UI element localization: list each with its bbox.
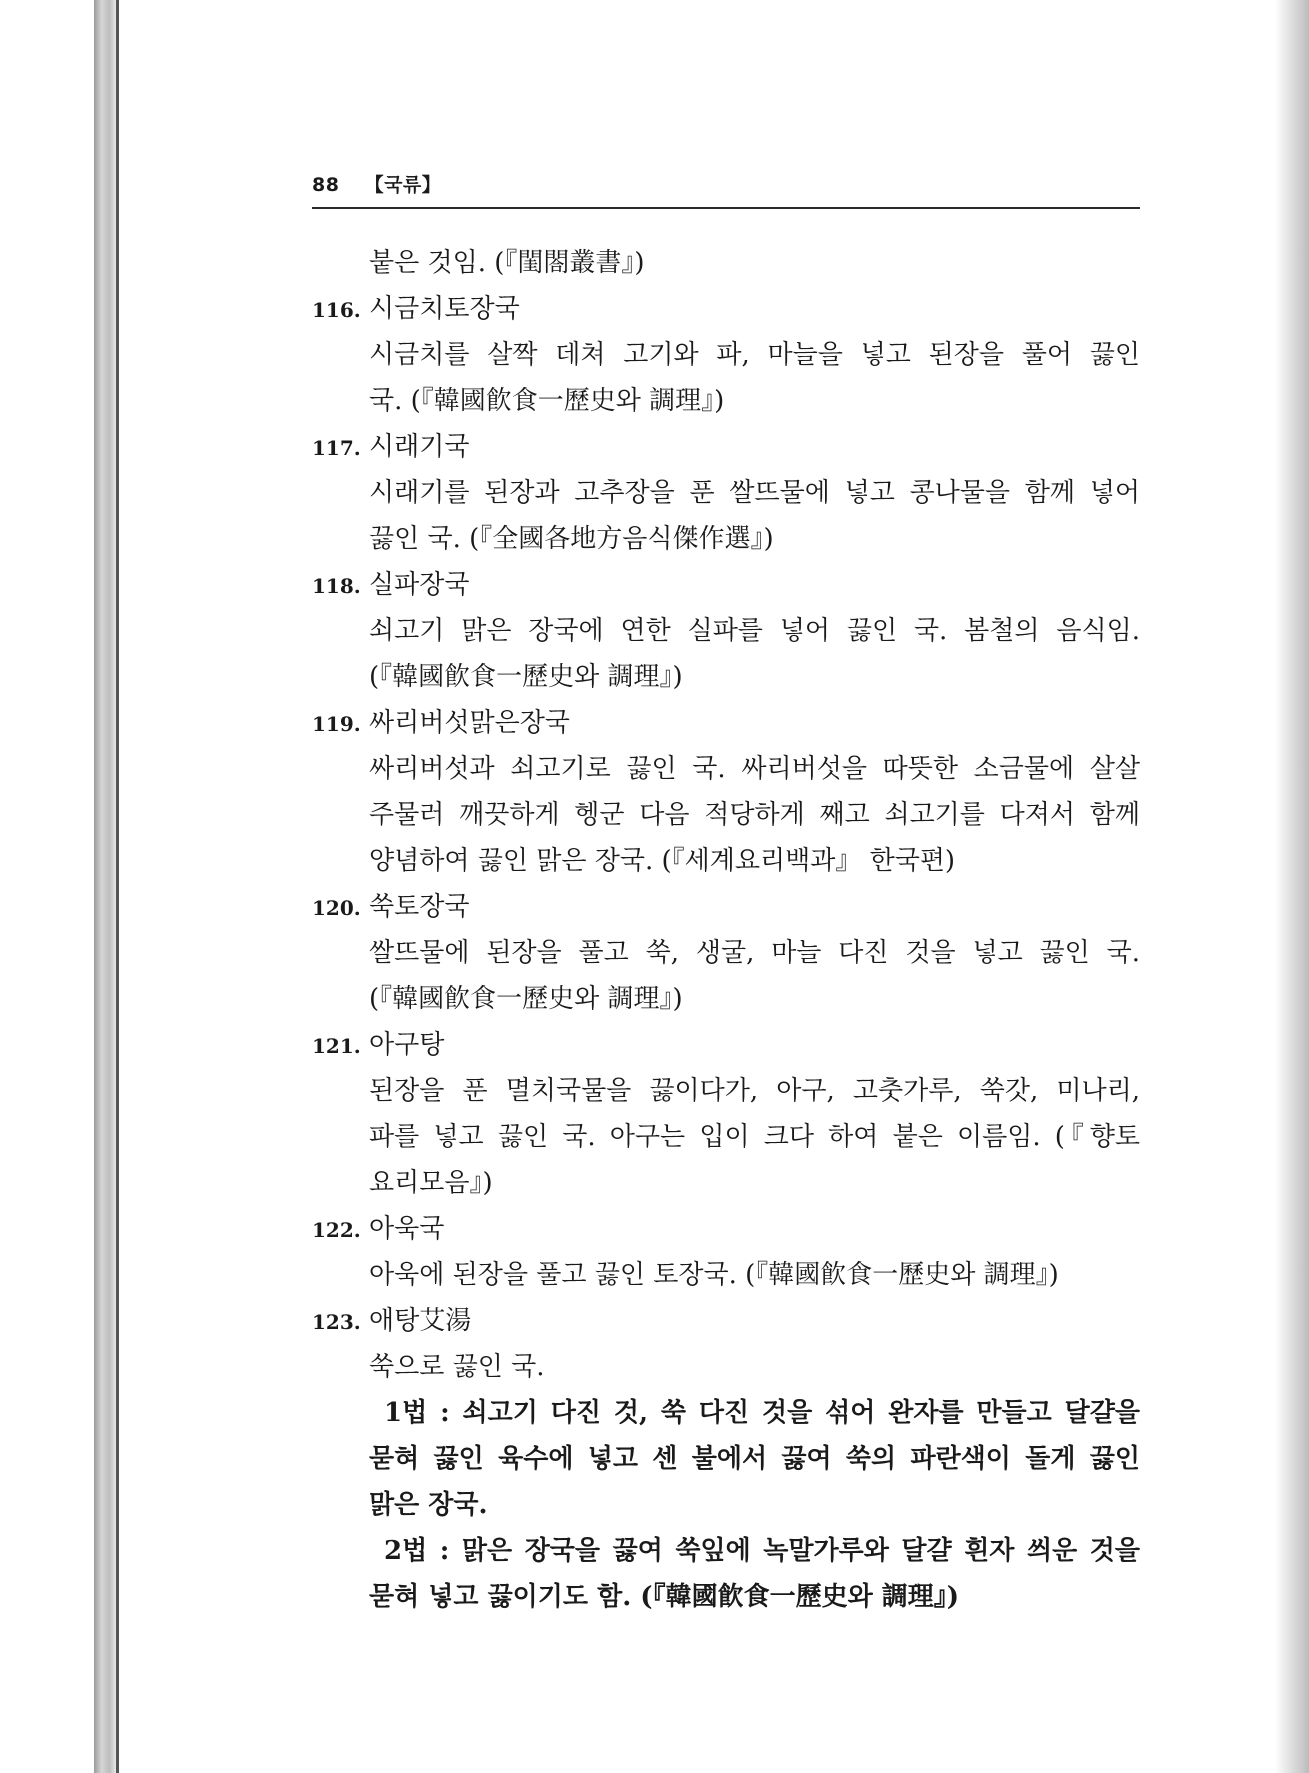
entry-title: 시금치토장국 xyxy=(369,294,520,324)
entry-text-line: 양념하여 끓인 맑은 장국. (『세계요리백과』 한국편) xyxy=(369,846,956,876)
method-line: 맑은 장국. xyxy=(369,1490,488,1520)
entry-title: 쑥토장국 xyxy=(369,892,470,922)
entry-title: 아욱국 xyxy=(369,1214,445,1244)
page-shadow xyxy=(1275,0,1309,1773)
entry-text-line: 쌀뜨물에 된장을 풀고 쑥, 생굴, 마늘 다진 것을 넣고 끓인 국. xyxy=(369,938,1140,968)
entry-text-line: 끓인 국. (『全國各地方음식傑作選』) xyxy=(369,524,774,554)
section-title: 【국류】 xyxy=(364,174,442,196)
method-line: 1법 : 쇠고기 다진 것, 쑥 다진 것을 섞어 완자를 만들고 달걀을 xyxy=(384,1398,1140,1428)
entry-heading xyxy=(312,884,1140,930)
entry-text-line: 파를 넣고 끓인 국. 아구는 입이 크다 하여 붙은 이름임. (『향토 xyxy=(369,1122,1140,1152)
header-rule xyxy=(312,207,1140,209)
entry-heading xyxy=(312,700,1140,746)
entry-text-line: (『韓國飮食一歷史와 調理』) xyxy=(369,984,683,1014)
method-line: 묻혀 끓인 육수에 넣고 센 불에서 끓여 쑥의 파란색이 돌게 끓인 xyxy=(369,1444,1140,1474)
entry-heading xyxy=(312,286,1140,332)
entry-number: 120. xyxy=(312,896,361,920)
entry-text-line: 주물러 깨끗하게 헹군 다음 적당하게 째고 쇠고기를 다져서 함께 xyxy=(369,800,1140,830)
entry-text-line: (『韓國飮食一歷史와 調理』) xyxy=(369,662,683,692)
entry-text-line: 된장을 푼 멸치국물을 끓이다가, 아구, 고춧가루, 쑥갓, 미나리, xyxy=(369,1076,1140,1106)
entry-title: 싸리버섯맑은장국 xyxy=(369,708,570,738)
entry-text-line: 붙은 것임. (『閨閤叢書』) xyxy=(369,248,645,278)
entry-number: 117. xyxy=(312,436,361,460)
method-line: 2법 : 맑은 장국을 끓여 쑥잎에 녹말가루와 달걀 흰자 씌운 것을 xyxy=(384,1536,1140,1566)
entry-heading xyxy=(312,1298,1140,1344)
entry-text-line: 국. (『韓國飮食一歷史와 調理』) xyxy=(369,386,725,416)
entry-title: 아구탕 xyxy=(369,1030,445,1060)
entry-text-line: 쑥으로 끓인 국. xyxy=(369,1352,545,1382)
entry-title: 실파장국 xyxy=(369,570,470,600)
entry-title: 시래기국 xyxy=(369,432,470,462)
entry-number: 119. xyxy=(312,712,361,736)
entry-heading xyxy=(312,562,1140,608)
entry-text-line: 시래기를 된장과 고추장을 푼 쌀뜨물에 넣고 콩나물을 함께 넣어 xyxy=(369,478,1140,508)
book-spine xyxy=(94,0,116,1773)
entry-heading xyxy=(312,1022,1140,1068)
entry-title: 애탕艾湯 xyxy=(369,1306,472,1336)
entry-text-line: 싸리버섯과 쇠고기로 끓인 국. 싸리버섯을 따뜻한 소금물에 살살 xyxy=(369,754,1140,784)
running-header xyxy=(312,170,441,197)
entry-text-line: 쇠고기 맑은 장국에 연한 실파를 넣어 끓인 국. 봄철의 음식임. xyxy=(369,616,1140,646)
entry-number: 121. xyxy=(312,1034,361,1058)
entry-heading xyxy=(312,424,1140,470)
method-line: 묻혀 넣고 끓이기도 함. (『韓國飮食一歷史와 調理』) xyxy=(369,1582,960,1612)
entry-number: 122. xyxy=(312,1218,361,1242)
page-number: 88 xyxy=(312,174,340,196)
entry-heading xyxy=(312,1206,1140,1252)
entry-number: 118. xyxy=(312,574,361,598)
entry-number: 116. xyxy=(312,298,361,322)
dictionary-entries xyxy=(312,240,1140,1620)
entry-text-line: 요리모음』) xyxy=(369,1168,493,1198)
entry-number: 123. xyxy=(312,1310,361,1334)
entry-text-line: 시금치를 살짝 데쳐 고기와 파, 마늘을 넣고 된장을 풀어 끓인 xyxy=(369,340,1140,370)
entry-text-line: 아욱에 된장을 풀고 끓인 토장국. (『韓國飮食一歷史와 調理』) xyxy=(369,1260,1059,1290)
